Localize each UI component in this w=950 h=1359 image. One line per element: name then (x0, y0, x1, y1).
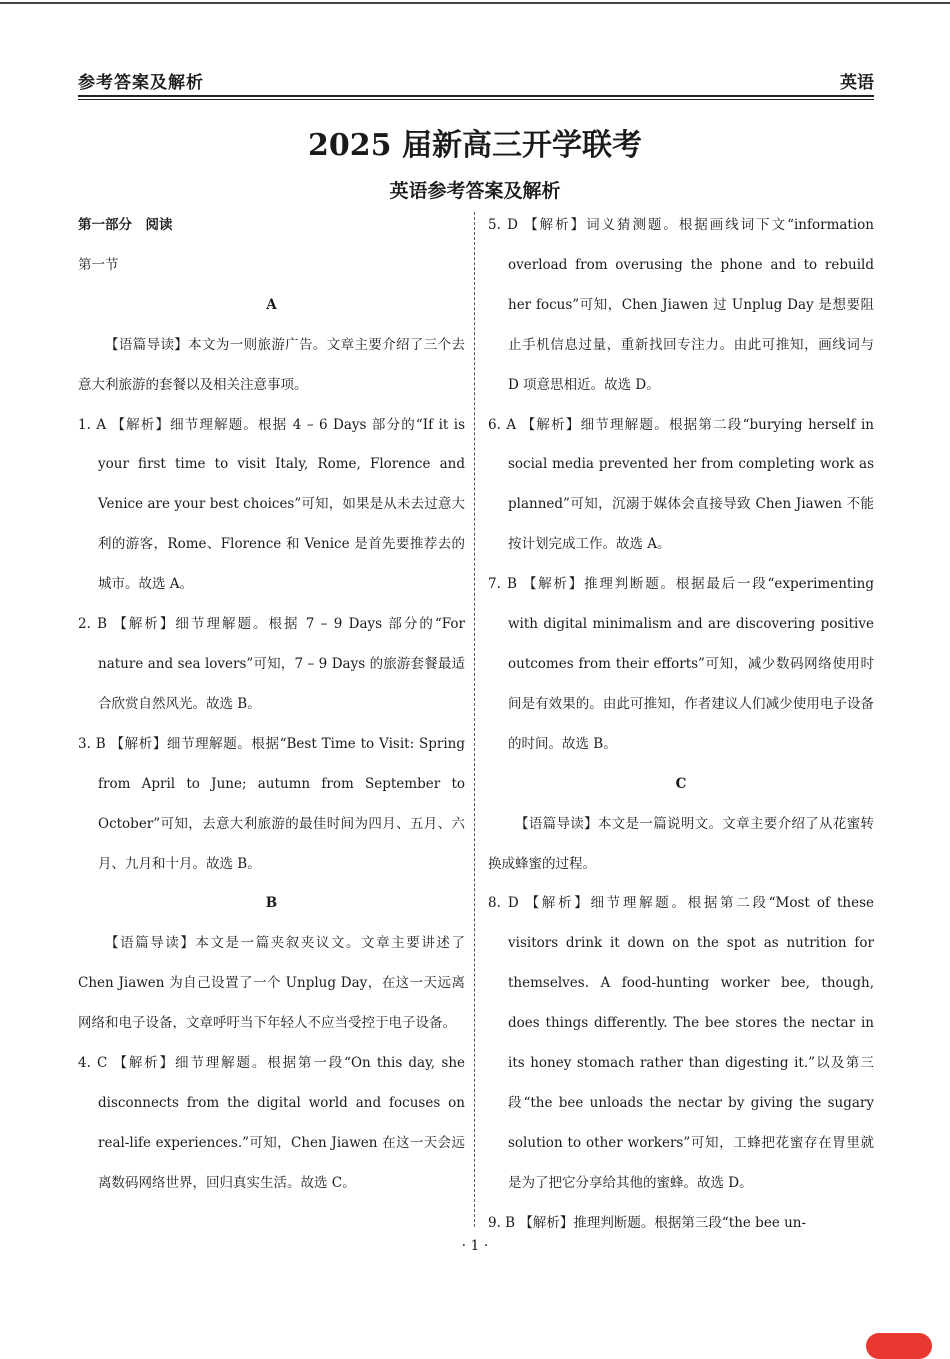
answer-item-8: 8. D 【解析】细节理解题。根据第二段“Most of these visitors drink it down on the spot as nutrition for themselves. A food-hunting worker bee, though, does things differently. The bee stores the nectar in its honey stomach rather than digesting it.”以及第三段“the bee unloads the nectar by giving the sugary solution to other workers”可知，工蜂把花蜜存在胃里就是为了把它分享给其他的蜜蜂。故选 D。 (488, 895, 874, 1191)
header-subject-label: 英语 (840, 73, 874, 93)
header-rule-thin (78, 99, 874, 100)
top-edge-rule (0, 2, 950, 4)
passage-letter-c: C (675, 775, 687, 792)
page-number: · 1 · (461, 1238, 489, 1254)
passage-intro-c: 【语篇导读】本文是一篇说明文。文章主要介绍了从花蜜转换成蜂蜜的过程。 (488, 815, 874, 872)
left-column (78, 206, 465, 1204)
answer-item-7: 7. B 【解析】推理判断题。根据最后一段“experimenting with digital minimalism and are discovering positive outcomes from their efforts”可知，减少数码网络使用时间是有效果的。由此可推知，作者建议人们减少使用电子设备的时间。故选 B。 (488, 576, 874, 752)
header-rule (78, 95, 874, 97)
header-left-label: 参考答案及解析 (78, 73, 204, 93)
page-title: 2025 届新高三开学联考 (308, 128, 642, 163)
section-heading: 第一部分 阅读 (78, 217, 173, 233)
passage-intro-b: 【语篇导读】本文是一篇夹叙夹议文。文章主要讲述了 Chen Jiawen 为自己设置了一个 Unplug Day，在这一天远离网络和电子设备，文章呼吁当下年轻人不应当受控于电子设备。 (78, 935, 465, 1032)
page-subtitle: 英语参考答案及解析 (389, 180, 561, 202)
answer-item-3: 3. B 【解析】细节理解题。根据“Best Time to Visit: Spring from April to June; autumn from September to October”可知，去意大利旅游的最佳时间为四月、五月、六月、九月和十月。故选 B。 (78, 735, 465, 872)
answer-item-2: 2. B 【解析】细节理解题。根据 7 – 9 Days 部分的“For nature and sea lovers”可知，7 – 9 Days 的旅游套餐最适合欣赏自然风光。故选 B。 (78, 616, 465, 712)
answer-item-5: 5. D 【解析】词义猜测题。根据画线词下文“information overload from overusing the phone and to rebuild her focus”可知，Chen Jiawen 过 Unplug Day 是想要阻止手机信息过量，重新找回专注力。由此可推知，画线词与 D 项意思相近。故选 D。 (488, 217, 874, 393)
passage-letter-b: B (265, 895, 278, 912)
subsection-heading: 第一节 (78, 256, 119, 273)
passage-intro-a: 【语篇导读】本文为一则旅游广告。文章主要介绍了三个去意大利旅游的套餐以及相关注意事项。 (78, 336, 465, 393)
page-header (78, 68, 874, 94)
column-divider (474, 212, 475, 1227)
passage-letter-a: A (266, 296, 277, 313)
corner-badge[interactable] (866, 1333, 932, 1359)
right-column (488, 206, 874, 1244)
answer-item-4: 4. C 【解析】细节理解题。根据第一段“On this day, she disconnects from the digital world and focuses on real-life experiences.”可知，Chen Jiawen 在这一天会远离数码网络世界，回归真实生活。故选 C。 (78, 1055, 465, 1191)
answer-item-9: 9. B 【解析】推理判断题。根据第三段“the bee un- (488, 1214, 807, 1231)
answer-item-1: 1. A 【解析】细节理解题。根据 4 – 6 Days 部分的“If it is your first time to visit Italy, Rome, Florence and Venice are your best choices”可知，如果是从未去过意大利的游客，Rome、Florence 和 Venice 是首先要推荐去的城市。故选 A。 (78, 416, 465, 593)
answer-item-6: 6. A 【解析】细节理解题。根据第二段“burying herself in social media prevented her from completing work as planned”可知，沉溺于媒体会直接导致 Chen Jiawen 不能按计划完成工作。故选 A。 (488, 416, 874, 553)
